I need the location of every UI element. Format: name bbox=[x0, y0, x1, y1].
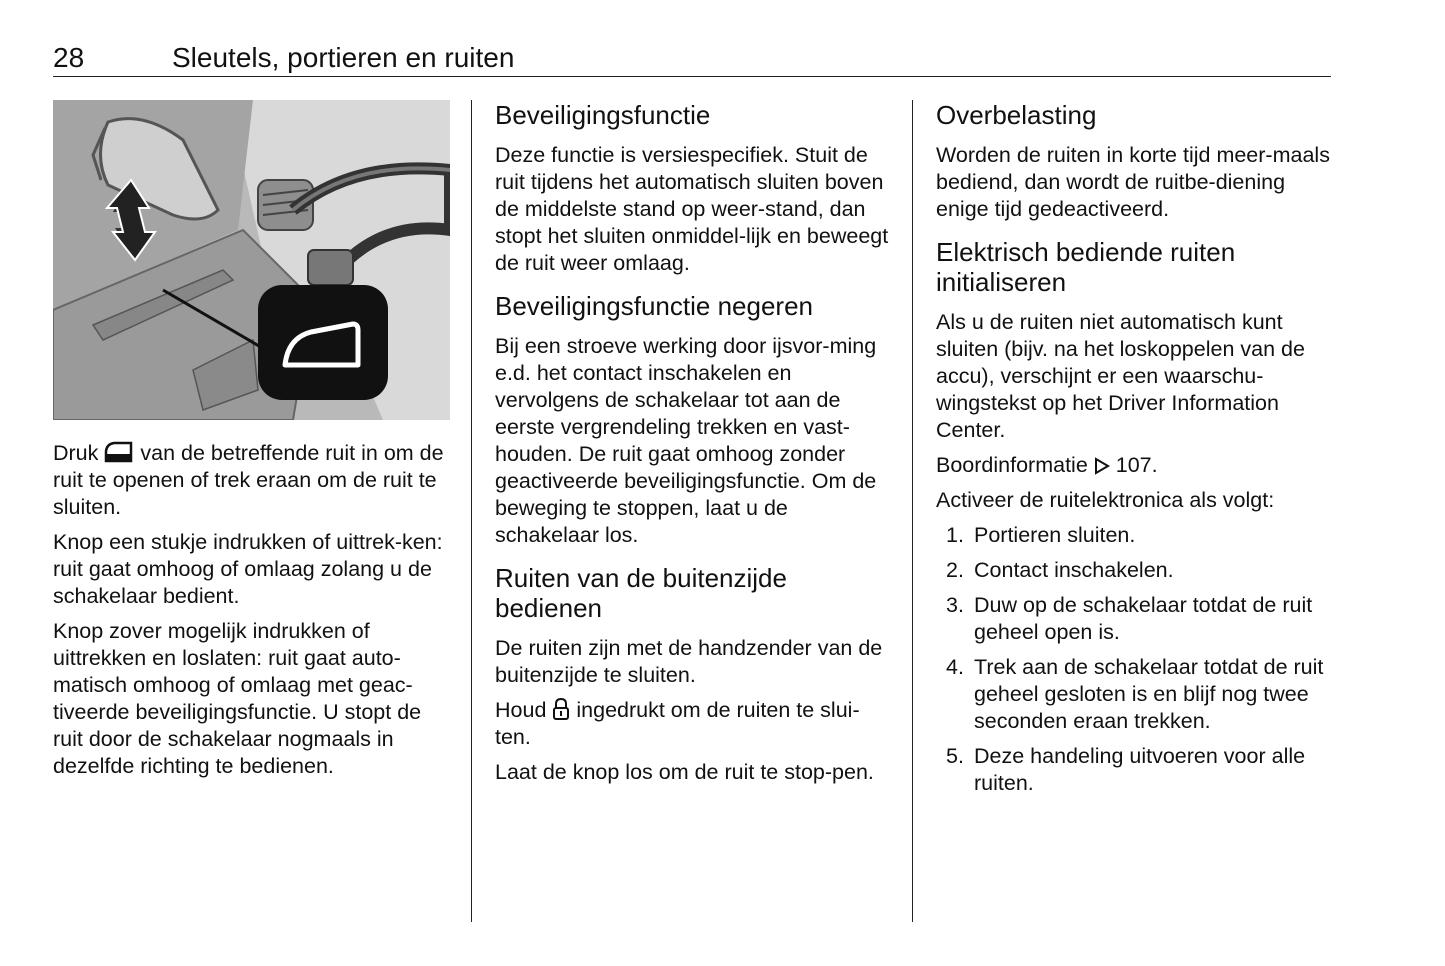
paragraph: Deze functie is versiespecifiek. Stuit de ruit tijdens het automatisch sluiten boven de middelste stand op weer-stand, dan stopt het sluiten onmiddel-lijk en beweegt de ruit weer omlaag. bbox=[495, 143, 889, 275]
list-item: 4. Trek aan de schakelaar totdat de ruit geheel gesloten is en blijf nog twee seconden eraan trekken. bbox=[946, 655, 1324, 733]
column-divider bbox=[912, 100, 913, 922]
page-header bbox=[53, 40, 1331, 77]
section-heading: Overbelasting bbox=[936, 100, 1097, 130]
lock-icon bbox=[552, 698, 570, 720]
list-item: 3. Duw op de schakelaar totdat de ruit geheel open is. bbox=[946, 593, 1313, 644]
window-switch-illustration bbox=[53, 100, 450, 420]
steps-list bbox=[936, 522, 1334, 797]
reference-arrow-icon bbox=[1094, 457, 1110, 475]
paragraph: De ruiten zijn met de handzender van de buitenzijde te sluiten. bbox=[495, 636, 883, 687]
list-item: 5. Deze handeling uitvoeren voor alle ruiten. bbox=[946, 744, 1306, 795]
column-2 bbox=[495, 100, 893, 794]
paragraph: Druk van de betreffende ruit in om de ruit te openen of trek eraan om de ruit te sluiten. bbox=[53, 441, 444, 519]
page-title: Sleutels, portieren en ruiten bbox=[172, 42, 515, 73]
paragraph: Boordinformatie 107. bbox=[936, 453, 1158, 477]
section-heading: Beveiligingsfunctie bbox=[495, 100, 711, 130]
section-heading: Ruiten van de buitenzijde bedienen bbox=[495, 563, 787, 623]
paragraph: Knop een stukje indrukken of uittrek-ken: ruit gaat omhoog of omlaag zolang u de schakelaar bedient. bbox=[53, 530, 443, 608]
column-divider bbox=[471, 100, 472, 922]
paragraph: Houd ingedrukt om de ruiten te slui-ten. bbox=[495, 698, 860, 749]
list-item: 2. Contact inschakelen. bbox=[946, 558, 1174, 582]
window-switch-icon bbox=[104, 441, 134, 463]
page-number: 28 bbox=[53, 42, 85, 73]
column-3 bbox=[936, 100, 1334, 805]
paragraph: Als u de ruiten niet automatisch kunt sluiten (bijv. na het loskoppelen van de accu), verschijnt er een waarschu-wingstekst op het Driver Information Center. bbox=[936, 310, 1305, 442]
section-heading: Beveiligingsfunctie negeren bbox=[495, 291, 813, 321]
paragraph: Bij een stroeve werking door ijsvor-ming e.d. het contact inschakelen en vervolgens de schakelaar tot aan de eerste vergrendeling trekken en vast-houden. De ruit gaat omhoog zonder geactiveerde beveiligingsfunctie. Om de beweging te stoppen, laat u de schakelaar los. bbox=[495, 334, 877, 547]
paragraph: Knop zover mogelijk indrukken of uittrekken en loslaten: ruit gaat auto-matisch omhoog of omlaag met geac-tiveerde beveiligingsfunctie. U stopt de ruit door de schakelaar nogmaals in dezelfde richting te bedienen. bbox=[53, 619, 422, 778]
column-1 bbox=[53, 100, 451, 788]
paragraph: Laat de knop los om de ruit te stop-pen. bbox=[495, 760, 874, 784]
paragraph: Worden de ruiten in korte tijd meer-maals bediend, dan wordt de ruitbe-diening enige tijd gedeactiveerd. bbox=[936, 143, 1330, 221]
paragraph: Activeer de ruitelektronica als volgt: bbox=[936, 488, 1275, 512]
section-heading: Elektrisch bediende ruiten initialiseren bbox=[936, 237, 1236, 297]
list-item: 1. Portieren sluiten. bbox=[946, 523, 1136, 547]
